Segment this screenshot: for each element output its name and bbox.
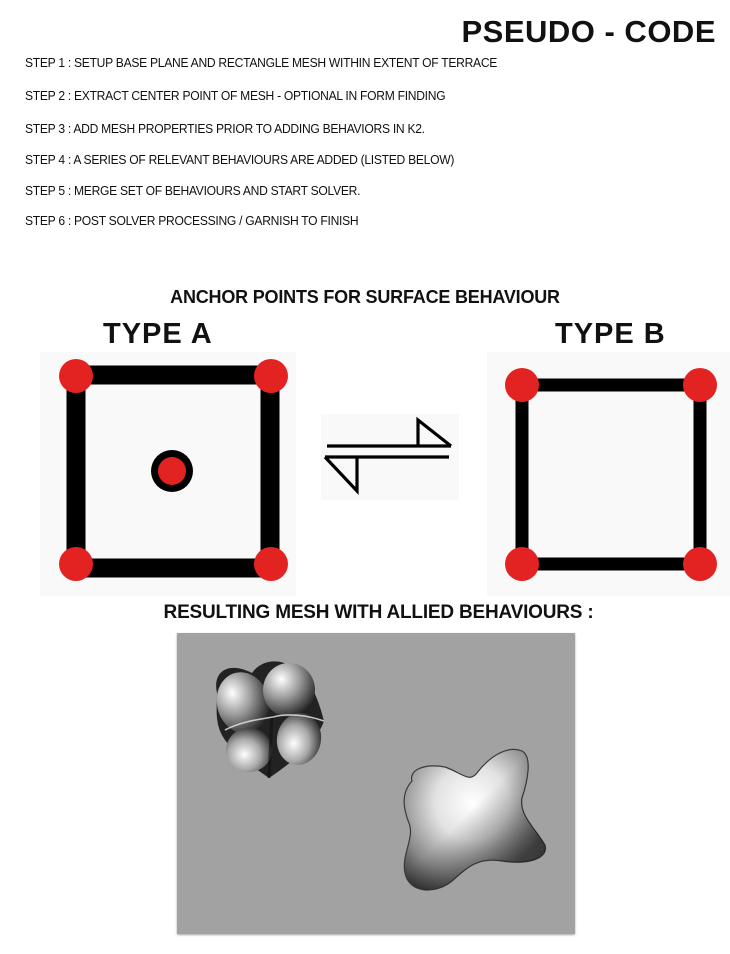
anchor-point-top-left — [59, 359, 93, 393]
swap-arrows-icon — [321, 414, 459, 500]
step-item: STEP 5 : MERGE SET OF BEHAVIOURS AND START SOLVER. — [25, 183, 361, 198]
result-section-title: RESULTING MESH WITH ALLIED BEHAVIOURS : — [163, 602, 594, 623]
mesh-frame — [522, 385, 700, 564]
anchor-point-center — [158, 457, 186, 485]
anchor-point-bottom-left — [59, 547, 93, 581]
step-item: STEP 2 : EXTRACT CENTER POINT OF MESH - OPTIONAL IN FORM FINDING — [25, 88, 446, 103]
anchor-point-top-right — [683, 368, 717, 402]
step-item: STEP 4 : A SERIES OF RELEVANT BEHAVIOURS ARE ADDED (LISTED BELOW) — [25, 152, 455, 167]
anchor-point-bottom-right — [254, 547, 288, 581]
type-a-label: TYPE A — [103, 318, 213, 350]
anchor-point-bottom-right — [683, 547, 717, 581]
anchor-point-top-right — [254, 359, 288, 393]
swap-arrows-svg — [321, 414, 459, 500]
step-item: STEP 1 : SETUP BASE PLANE AND RECTANGLE MESH WITHIN EXTENT OF TERRACE — [25, 55, 498, 70]
anchor-point-bottom-left — [505, 547, 539, 581]
step-item: STEP 3 : ADD MESH PROPERTIES PRIOR TO ADDING BEHAVIORS IN K2. — [25, 121, 425, 136]
type-b-diagram — [487, 352, 730, 596]
mesh-render — [177, 633, 575, 934]
type-a-svg — [40, 352, 296, 596]
heart-mesh-shape — [210, 661, 325, 778]
step-item: STEP 6 : POST SOLVER PROCESSING / GARNISH TO FINISH — [25, 213, 359, 228]
type-b-label: TYPE B — [555, 318, 666, 350]
type-b-svg — [487, 352, 730, 596]
mesh-render-svg — [177, 633, 575, 934]
star-mesh-shape — [404, 749, 545, 890]
anchor-point-top-left — [505, 368, 539, 402]
page-title: PSEUDO - CODE — [461, 14, 716, 49]
type-a-diagram — [40, 352, 296, 596]
anchor-section-title: ANCHOR POINTS FOR SURFACE BEHAVIOUR — [170, 287, 560, 307]
